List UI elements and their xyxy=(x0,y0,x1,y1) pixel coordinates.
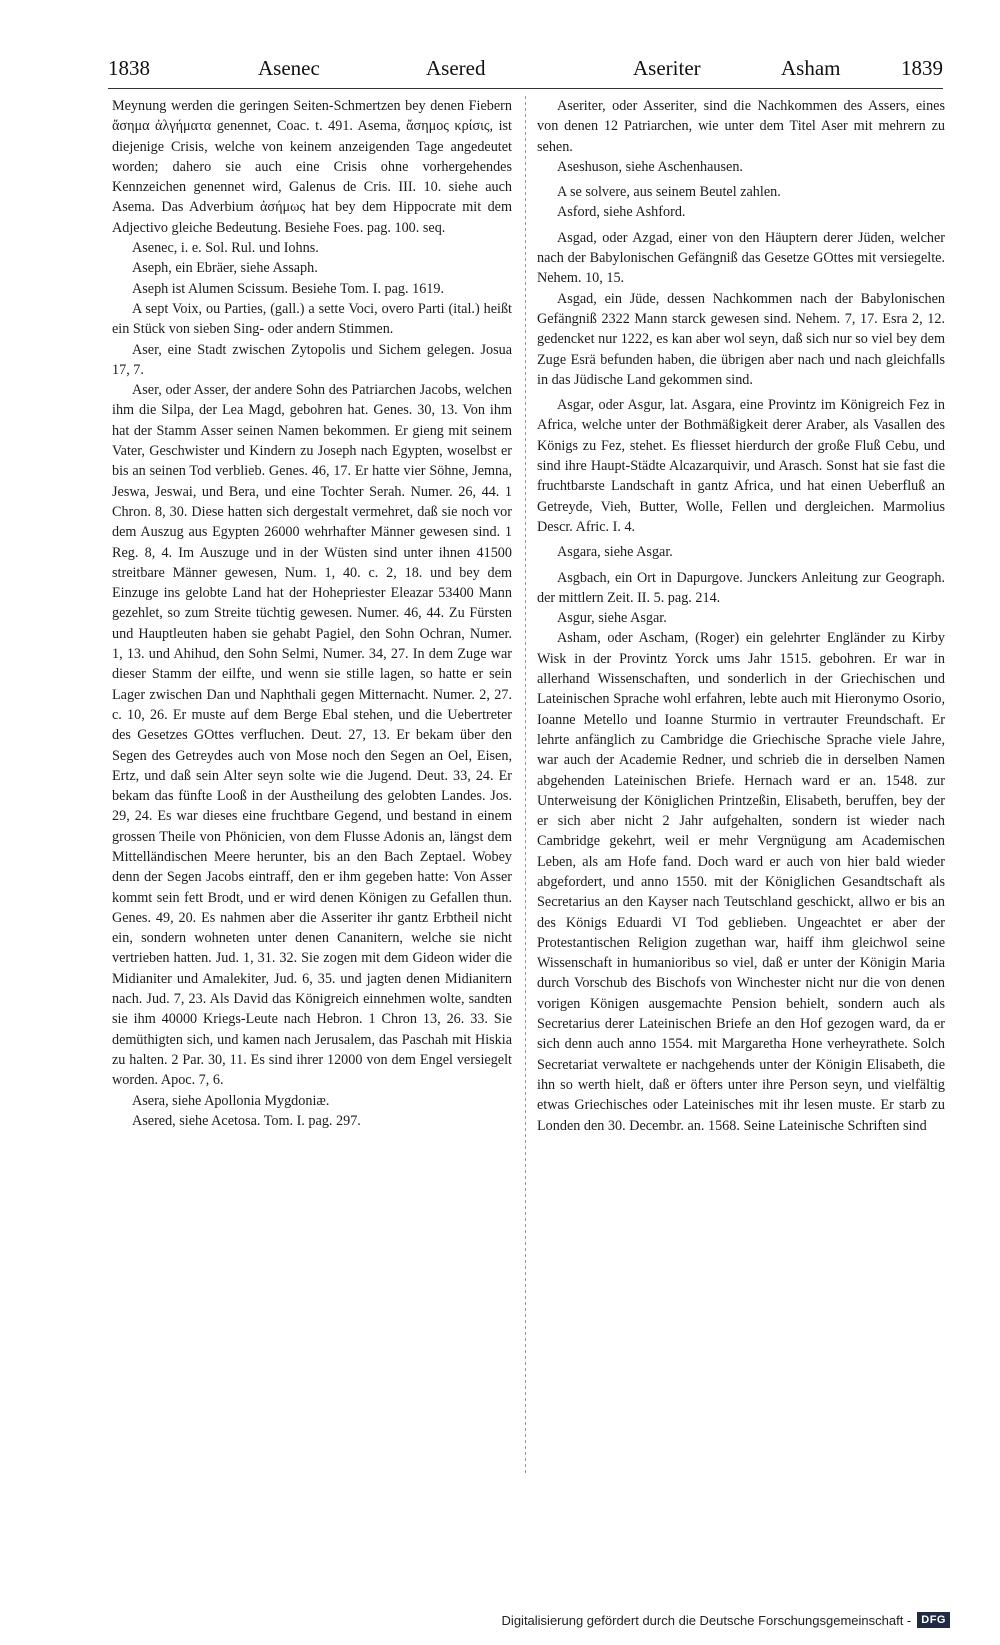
entry-paragraph: A sept Voix, ou Parties, (gall.) a sette Voci, overo Parti (ital.) heißt ein Stück von sieben Sing- oder andern Stimmen. xyxy=(112,300,512,338)
header-rule xyxy=(108,88,943,89)
header-keyword-4: Asham xyxy=(781,56,841,80)
entry-paragraph: Asenec, i. e. Sol. Rul. und Iohns. xyxy=(132,240,319,257)
entry-paragraph: Asgad, oder Azgad, einer von den Häuptern derer Jüden, welcher nach der Babylonischen Gefängniß das Gesetze GOttes mit versiegelte. Nehem. 10, 15. xyxy=(537,229,945,287)
entry-paragraph: A se solvere, aus seinem Beutel zahlen. xyxy=(557,184,781,201)
footer xyxy=(502,1609,950,1631)
footer-text: Digitalisierung gefördert durch die Deutsche Forschungsgemeinschaft - xyxy=(501,1612,912,1628)
page-number-right: 1839 xyxy=(901,56,943,80)
entry-paragraph: Aseph, ein Ebräer, siehe Assaph. xyxy=(132,260,318,277)
header-keyword-1: Asenec xyxy=(258,56,320,80)
entry-paragraph: Asera, siehe Apollonia Mygdoniæ. xyxy=(132,1092,330,1109)
entry-paragraph: Asgur, siehe Asgar. xyxy=(557,610,667,627)
entry-paragraph: Aser, oder Asser, der andere Sohn des Patriarchen Jacobs, welchen ihm die Silpa, der Lea Magd, gebohren hat. Genes. 30, 13. Von ihm hat der Stamm Asser seinen Namen bekommen. Er gieng mit seinem Vater, Geschwister und Kindern zu Joseph nach Egypten, woselbst er bis an seinen Tod verblieb. Genes. 46, 17. Er hatte vier Söhne, Jemna, Jeswa, Jeswai, und Bera, und eine Tochter Serah. Numer. 26, 44. 1 Chron. 8, 30. Diese hatten sich dergestalt vermehret, daß sie noch vor dem Auszug aus Egypten 26000 wehrhafter Männer gewesen sind. 1 Reg. 8, 4. Im Auszuge und in der Wüsten sind unter ihnen 41500 streitbare Männer gewesen, Num. 1, 40. c. 2, 18. und bey dem Einzuge ins gelobte Land hat der Hohepriester Eleazar 53400 Mann gezehlet, so zum Streite tüchtig gewesen. Numer. 46, 44. Zu Fürsten und Hauptleuten haben sie gehabt Pagiel, den Sohn Ochran, Numer. 1, 13. und Ahihud, den Sohn Selmi, Numer. 34, 27. In dem Zuge war dieser Stamm der eilfte, und wenn sie stille lagen, so hatte er sein Lager zwischen Dan und Naphthali gegen Mitternacht. Numer. 2, 27. c. 10, 26. Er muste auf dem Berge Ebal stehen, und die Uebertreter des Gesetzes GOttes verfluchen. Deut. 27, 13. Er bekam über den Segen des Getreydes auch von Mose noch den Segen an Oel, Eisen, Ertz, und daß sein Alter seyn solte wie die Jugend. Deut. 33, 24. Er bekam das fünfte Looß in der Austheilung des gelobten Landes. Jos. 29, 24. Es war dieses eine fruchtbare Gegend, und bestand in einem grossen Theile von Phönicien, von dem Flusse Adonis an, längst dem Mittelländischen Meere herunter, bis an den Bach Zeptael. Wobey denn der Segen Jacobs eintraff, den er ihm gegeben hatte: Von Asser kommt sein fett Brodt, und er wird denen Königen zu Gefallen thun. Genes. 49, 20. Es nahmen aber die Asseriter ihr gantz Erbtheil nicht ein, sondern wohneten unter denen Cananitern, welche sie nicht vertrieben hatten. Jud. 1, 31. 32. Sie zogen mit dem Gideon wider die Midianiter und Amalekiter, Jud. 6, 35. und jagten denen Midianitern nach. Jud. 7, 23. Als David das Königreich einnehmen wolte, sandten sie ihm 40000 Kriegs-Leute nach Hebron. 1 Chron 13, 26. 33. Sie demüthigten sich, und kamen nach Jerusalem, das Paschah mit Hiskia zu halten. 2 Par. 30, 11. Es sind ihrer 12000 von dem Engel versiegelt worden. Apoc. 7, 6. xyxy=(112,382,512,1089)
running-header xyxy=(108,56,943,86)
entry-paragraph: Asgar, oder Asgur, lat. Asgara, eine Provintz im Königreich Fez in Africa, welche unter der Bothmäßigkeit derer Araber, als Vasallen des Königs zu Fez, stehet. Es fliesset hierdurch der große Fluß Cebu, und sind ihre Haupt-Städte Alcazarquivir, und Arasch. Sonst hat sie fast die fruchtbarste Landschaft in gantz Africa, und hat einen Ueberfluß an Getreyde, Vieh, Butter, Wolle, Fellen und dergleichen. Marmolius Descr. Afric. I. 4. xyxy=(537,397,945,535)
entry-paragraph: Aser, eine Stadt zwischen Zytopolis und Sichem gelegen. Josua 17, 7. xyxy=(112,341,512,378)
dfg-logo: DFG xyxy=(917,1612,950,1628)
entry-paragraph: Aseriter, oder Asseriter, sind die Nachkommen des Assers, eines von denen 12 Patriarchen, wie unter dem Titel Aser mit mehrern zu sehen. xyxy=(537,98,945,155)
entry-paragraph: Asered, siehe Acetosa. Tom. I. pag. 297. xyxy=(132,1112,361,1129)
column-divider xyxy=(525,96,526,1476)
left-column xyxy=(112,96,512,1476)
right-column xyxy=(537,96,945,1476)
header-keyword-3: Aseriter xyxy=(633,56,701,80)
entry-paragraph: Aseph ist Alumen Scissum. Besiehe Tom. I. pag. 1619. xyxy=(132,280,445,297)
entry-paragraph: Asford, siehe Ashford. xyxy=(557,204,686,221)
entry-paragraph: Asgara, siehe Asgar. xyxy=(557,544,673,561)
entry-paragraph: Meynung werden die geringen Seiten-Schmertzen bey denen Fiebern ἄσημα ἀλγήματα genennet, Coac. t. 491. Asema, ἄσημος κρίσις, ist diejenige Crisis, welche von keinem anzeigenden Tage angedeutet worden; dahero sie auch eine Crisis ohne vorhergehendes Kennzeichen genennet wird, Galenus de Cris. III. 10. siehe auch Asema. Das Adverbium ἀσήμως hat bey dem Hippocrate mit dem Adjectivo gleiche Bedeutung. Besiehe Foes. pag. 100. seq. xyxy=(112,98,512,236)
entry-paragraph: Aseshuson, siehe Aschenhausen. xyxy=(557,158,743,175)
header-keyword-2: Asered xyxy=(426,56,486,80)
entry-paragraph: Asham, oder Ascham, (Roger) ein gelehrter Engländer zu Kirby Wisk in der Provintz Yorck ums Jahr 1515. gebohren. Er war in allerhand Wissenschaften, und sonderlich in der Griechischen und Lateinischen Sprache wohl erfahren, lebte auch mit Hieronymo Osorio, Ioanne Metello und Ioanne Sturmio in vertrauter Freundschaft. Er lehrte anfänglich zu Cambridge die Griechische Sprache viele Jahre, war auch der Academie Redner, und schrieb die in derselben Namen abgehenden Lateinischen Briefe. Hernach ward er an. 1548. zur Unterweisung der Königlichen Printzeßin, Elisabeth, beruffen, bey der er sich aber nicht 2 Jahr aufgehalten, sondern ist wieder nach Cambridge gekehrt, weil er mehr Vergnügung am Academischen Leben, als am Hofe fand. Doch ward er auch von hier bald wieder abgefordert, und anno 1550. mit der Königlichen Gesandtschaft als Secretarius an den Kayser nach Teutschland geschickt, allwo er bis an des Königs Eduardi VI Tod geblieben. Ungeachtet er aber der Protestantischen Religion zugethan war, haiff ihm gleichwol seine Wissenschaft in humanioribus so viel, daß er unter der Königin Maria durch Vorschub des Bischofs von Winchester nicht nur die von denen vorigen Königen ausgemachte Pension behielt, sondern auch als Secretarius derer Lateinischen Briefe an den Hof gezogen ward, da er sich denn auch anno 1554. mit Margaretha Hone verheyrathete. Solch Secretariat verwaltete er nachgehends unter der Königin Elisabeth, die ihn so werth hielt, daß er öfters unter ihre Person seyn, und vielfältig etwas Griechisches oder Lateinisches mit ihr lesen muste. Er starb zu Londen den 30. Decembr. an. 1568. Seine Lateinische Schriften sind xyxy=(537,630,945,1134)
page-number-left: 1838 xyxy=(108,56,150,80)
entry-paragraph: Asgad, ein Jüde, dessen Nachkommen nach der Babylonischen Gefängniß 2322 Mann starck gewesen sind. Nehem. 7, 17. Esra 2, 12. gedencket nur 1222, es kan aber wol seyn, daß sich nur so viel bey dem Zuge Esrä befunden haben, die übrigen aber nach und nach gleichfalls in das Jüdische Land gekommen sind. xyxy=(537,290,945,388)
entry-paragraph: Asgbach, ein Ort in Dapurgove. Junckers Anleitung zur Geograph. der mittlern Zeit. II. 5. pag. 214. xyxy=(537,569,945,606)
